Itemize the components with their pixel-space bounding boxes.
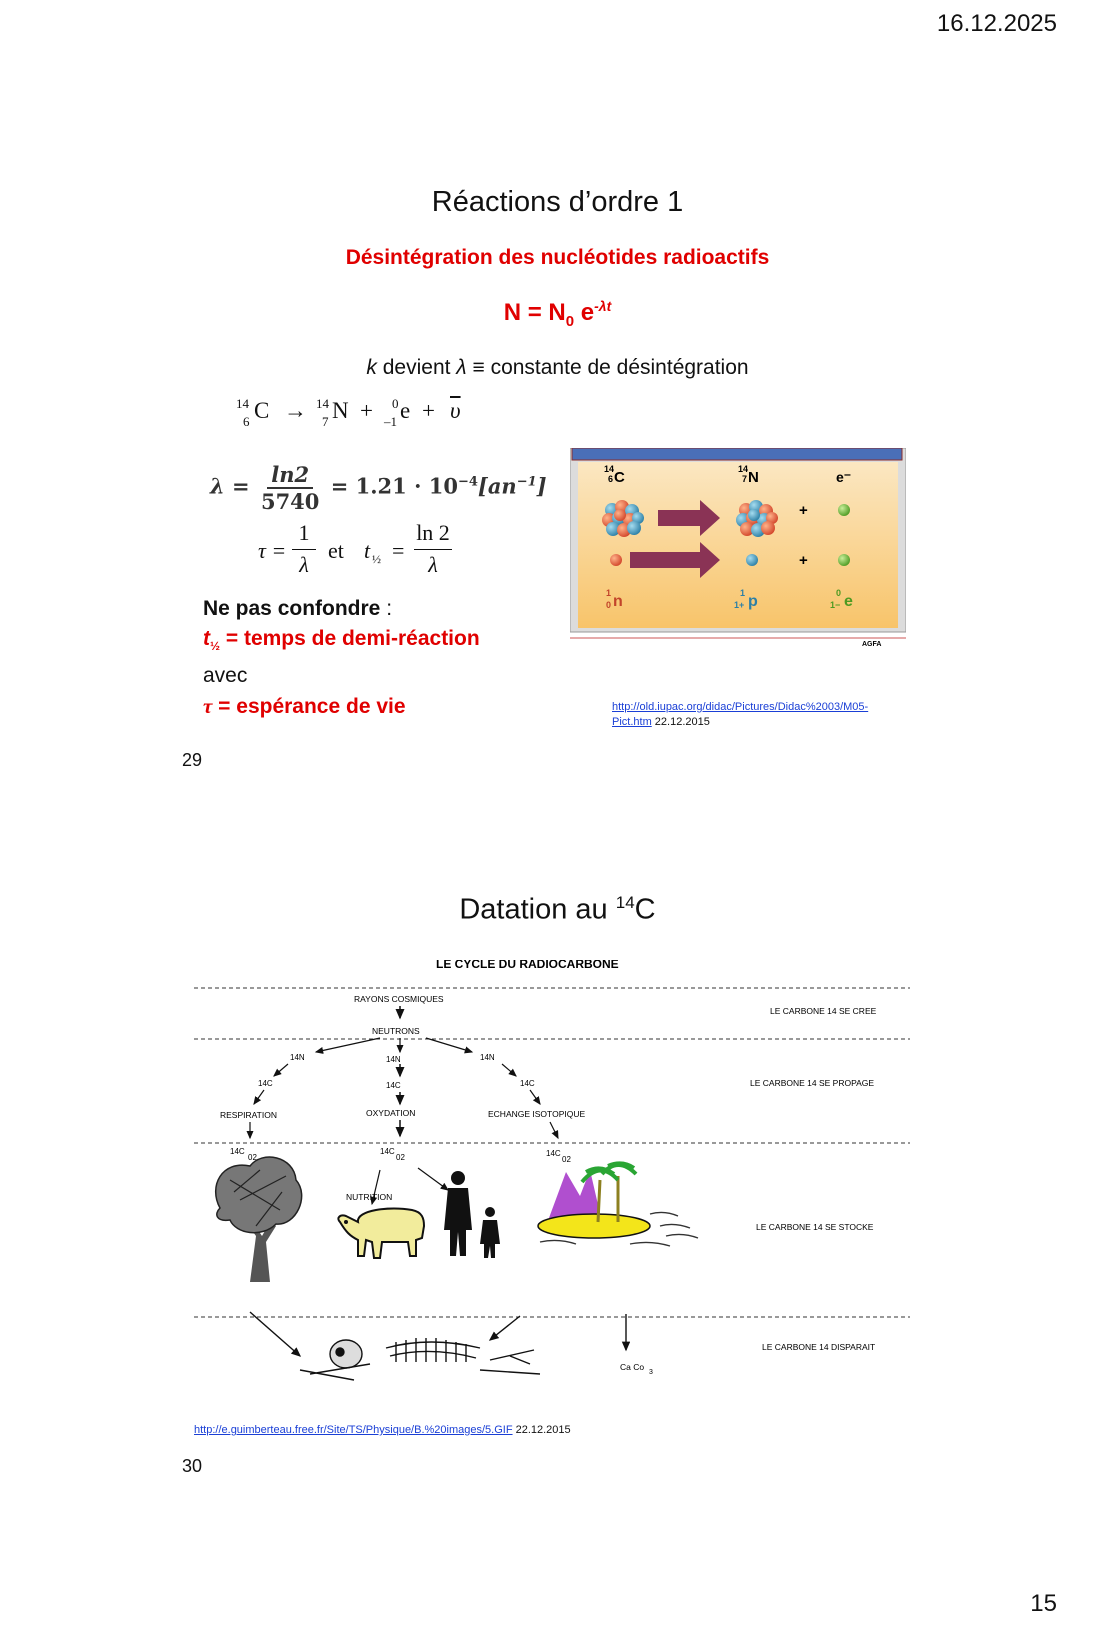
- note-title: Ne pas confondre :: [203, 597, 393, 620]
- slide29-title: Réactions d’ordre 1: [431, 186, 684, 218]
- slide29-source-link[interactable]: http://old.iupac.org/didac/Pictures/Didac%2003/M05-: [612, 701, 869, 713]
- co2-left: 14C: [230, 1147, 245, 1156]
- figure-top-bar: [572, 448, 902, 460]
- skeleton-illustration: [300, 1338, 540, 1380]
- page-number: 15: [1030, 1590, 1057, 1617]
- decay-formula: $N = N_0$ $e^{-\lambda t}$: [503, 298, 612, 330]
- c14-left: 14C: [258, 1079, 273, 1088]
- people-illustration: [444, 1171, 500, 1258]
- slide30-number: 30: [182, 1456, 203, 1476]
- label-n-mass: 14: [738, 464, 749, 474]
- neutron-ball: [610, 554, 622, 566]
- note-life-expectancy: τ = espérance de vie: [203, 694, 406, 719]
- n14-mid: 14N: [386, 1055, 401, 1064]
- stage-propage: LE CARBONE 14 SE PROPAGE: [750, 1078, 875, 1088]
- radiocarbon-cycle-diagram: [190, 960, 920, 1400]
- stage-cree: LE CARBONE 14 SE CREE: [770, 1006, 877, 1016]
- proton-ball: [746, 554, 758, 566]
- co2-right: 14C: [546, 1149, 561, 1158]
- label-e-bottom-mass: 0: [836, 588, 842, 598]
- label-p-bottom-z: 1+: [734, 600, 745, 610]
- co2-mid: 14C: [380, 1147, 395, 1156]
- co2-mid-sub: 02: [396, 1153, 405, 1162]
- label-electron: e: [844, 593, 853, 610]
- nuclear-reaction: 14 6 C → 14 7 N + 0 –1 e + $\overline{\upsilon}$: [236, 396, 461, 429]
- stage-disparait: LE CARBONE 14 DISPARAIT: [762, 1342, 876, 1352]
- stage-stocke: LE CARBONE 14 SE STOCKE: [756, 1222, 874, 1232]
- label-n: N: [748, 469, 759, 486]
- label-c: C: [614, 469, 625, 486]
- label-n-bottom-z: 0: [606, 600, 612, 610]
- slide30-source-link[interactable]: http://e.guimberteau.free.fr/Site/TS/Physique/B.%20images/5.GIF: [194, 1424, 513, 1436]
- electron-ball-top: [838, 504, 850, 516]
- slide30-title: Datation au $^{14}$C: [459, 893, 656, 926]
- c14-right: 14C: [520, 1079, 535, 1088]
- co2-right-sub: 02: [562, 1155, 571, 1164]
- slide29-subtitle: Désintégration des nucléotides radioactifs: [345, 246, 770, 269]
- caco3-label: Ca Co: [620, 1362, 645, 1372]
- decay-figure-svg: [570, 448, 906, 660]
- echange-label: ECHANGE ISOTOPIQUE: [488, 1109, 586, 1119]
- nutrition-label: NUTRITION: [346, 1192, 393, 1202]
- decay-figure: [570, 448, 906, 660]
- lambda-equation: λ = $\frac{\ln 2}{5740}$ = $1.21 \cdot 10^{-4}[an^{-1}]$: [210, 462, 547, 514]
- neutrons-label: NEUTRONS: [372, 1026, 420, 1036]
- electron-ball-bottom: [838, 554, 850, 566]
- n14-left: 14N: [290, 1053, 305, 1062]
- label-proton: p: [748, 593, 758, 610]
- island-illustration: [538, 1163, 698, 1246]
- label-c-z: 6: [608, 474, 614, 484]
- cow-illustration: [338, 1209, 424, 1259]
- page-date: 16.12.2025: [936, 10, 1057, 37]
- agfa-logo: AGFA: [862, 641, 882, 648]
- rayons-cosmiques: RAYONS COSMIQUES: [354, 994, 444, 1004]
- plus-bottom: +: [799, 552, 808, 569]
- note-avec: avec: [203, 664, 248, 688]
- respiration-label: RESPIRATION: [220, 1110, 277, 1120]
- n14-right: 14N: [480, 1053, 495, 1062]
- slide29-source-link-cont[interactable]: Pict.htm: [612, 716, 652, 728]
- co2-left-sub: 02: [248, 1153, 257, 1162]
- label-c-mass: 14: [604, 464, 615, 474]
- tree-illustration: [216, 1157, 302, 1282]
- label-p-bottom-mass: 1: [740, 588, 746, 598]
- k-definition-line: k devient λ ≡ constante de désintégration: [366, 356, 749, 379]
- plus-top: +: [799, 502, 808, 519]
- cycle-heading: LE CYCLE DU RADIOCARBONE: [436, 960, 619, 971]
- oxydation-label: OXYDATION: [366, 1108, 416, 1118]
- note-block: [203, 594, 480, 722]
- slide29-number: 29: [182, 750, 203, 770]
- caco3-sub: 3: [649, 1369, 653, 1376]
- tau-half-life-equation: τ = 1 λ et t ½ = ln 2 λ: [258, 520, 478, 582]
- note-half-life: $t_{\frac{1}{2}}$ = temps de demi-réaction: [203, 627, 480, 654]
- label-n-bottom-mass: 1: [606, 588, 612, 598]
- c14-mid: 14C: [386, 1081, 401, 1090]
- label-n-z: 7: [742, 474, 748, 484]
- label-e-bottom-z: 1−: [830, 600, 841, 610]
- label-neutron: n: [613, 593, 623, 610]
- cycle-svg: [190, 960, 920, 1400]
- label-e: e⁻: [836, 469, 852, 485]
- slide30-source: http://e.guimberteau.free.fr/Site/TS/Physique/B.%20images/5.GIF 22.12.2015: [194, 1424, 571, 1436]
- slide29-source: http://old.iupac.org/didac/Pictures/Didac%2003/M05- Pict.htm 22.12.2015: [612, 701, 869, 728]
